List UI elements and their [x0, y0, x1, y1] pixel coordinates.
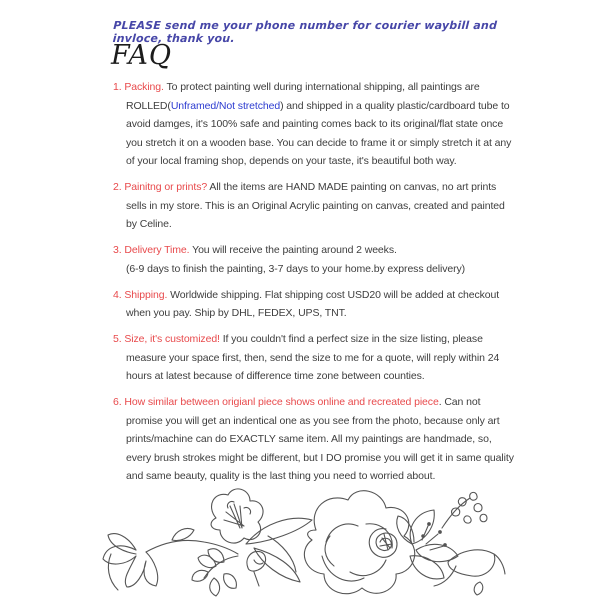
faq-body-text: You will receive the painting around 2 weeks.	[192, 244, 397, 256]
faq-item-heading: Delivery Time.	[124, 244, 193, 256]
page-title: FAQ	[111, 40, 173, 71]
top-note: PLEASE send me your phone number for courier waybill and invloce, thank you.	[112, 19, 498, 45]
faq-list	[113, 78, 516, 493]
faq-item-number: 1.	[113, 81, 125, 93]
faq-item-number: 3.	[113, 244, 125, 256]
faq-body-text: All the items are HAND MADE painting on canvas, no art prints sells in my store. This is an Original Acrylic painting on canvas, created and painted by Celine.	[126, 181, 505, 230]
faq-highlight-text: Unframed/Not stretched	[170, 99, 281, 112]
faq-body-text: To protect painting well during international shipping, all paintings are ROLLED(	[126, 81, 480, 112]
faq-body-text: ) and shipped in a quality plastic/cardboard tube to avoid damges, it's 100% safe and painting comes back to its original/flat state once you stretch it on a wooden base. You can decide to frame it or simply stretch it at any of your local framing shop, depends on your taste, it's beautiful both way.	[126, 99, 512, 167]
faq-item	[113, 286, 516, 323]
faq-item	[113, 241, 516, 278]
faq-item-heading: Shipping.	[124, 288, 171, 301]
faq-body-text: If you couldn't find a perfect size in the size listing, please measure your space first, then, send the size to me for a quote, will reply within 24 hours at latest because of difference time zone between counties.	[126, 333, 500, 382]
faq-item-number: 2.	[113, 181, 125, 193]
floral-line-art-decoration	[96, 486, 508, 598]
faq-item-number: 5.	[113, 333, 125, 345]
faq-body-text: Worldwide shipping. Flat shipping cost USD20 will be added at checkout when you pay. Ship by DHL, FEDEX, UPS, TNT.	[126, 288, 500, 319]
faq-item-number: 4.	[113, 288, 125, 301]
faq-item	[113, 330, 516, 386]
faq-item	[113, 78, 516, 171]
faq-item-heading: Packing.	[124, 81, 167, 93]
faq-body-text: (6-9 days to finish the painting, 3-7 days to your home.by express delivery)	[126, 262, 466, 275]
faq-item-heading: How similar between origianl piece shows online and recreated piece	[124, 396, 439, 408]
faq-item-number: 6.	[113, 396, 125, 408]
faq-item-heading: Size, it's customized!	[124, 333, 223, 345]
faq-body-text: . Can not promise you will get an indentical one as you see from the photo, because only art prints/machine can do EXACTLY same item. All my paintings are handmade, so, every brush strokes might be different, but I DO promise you will get it in same quality and same beauty, quality is the last thing you need to worried about.	[126, 396, 514, 482]
faq-item	[113, 178, 516, 234]
faq-item-heading: Painitng or prints?	[124, 181, 210, 193]
faq-item	[113, 393, 516, 486]
